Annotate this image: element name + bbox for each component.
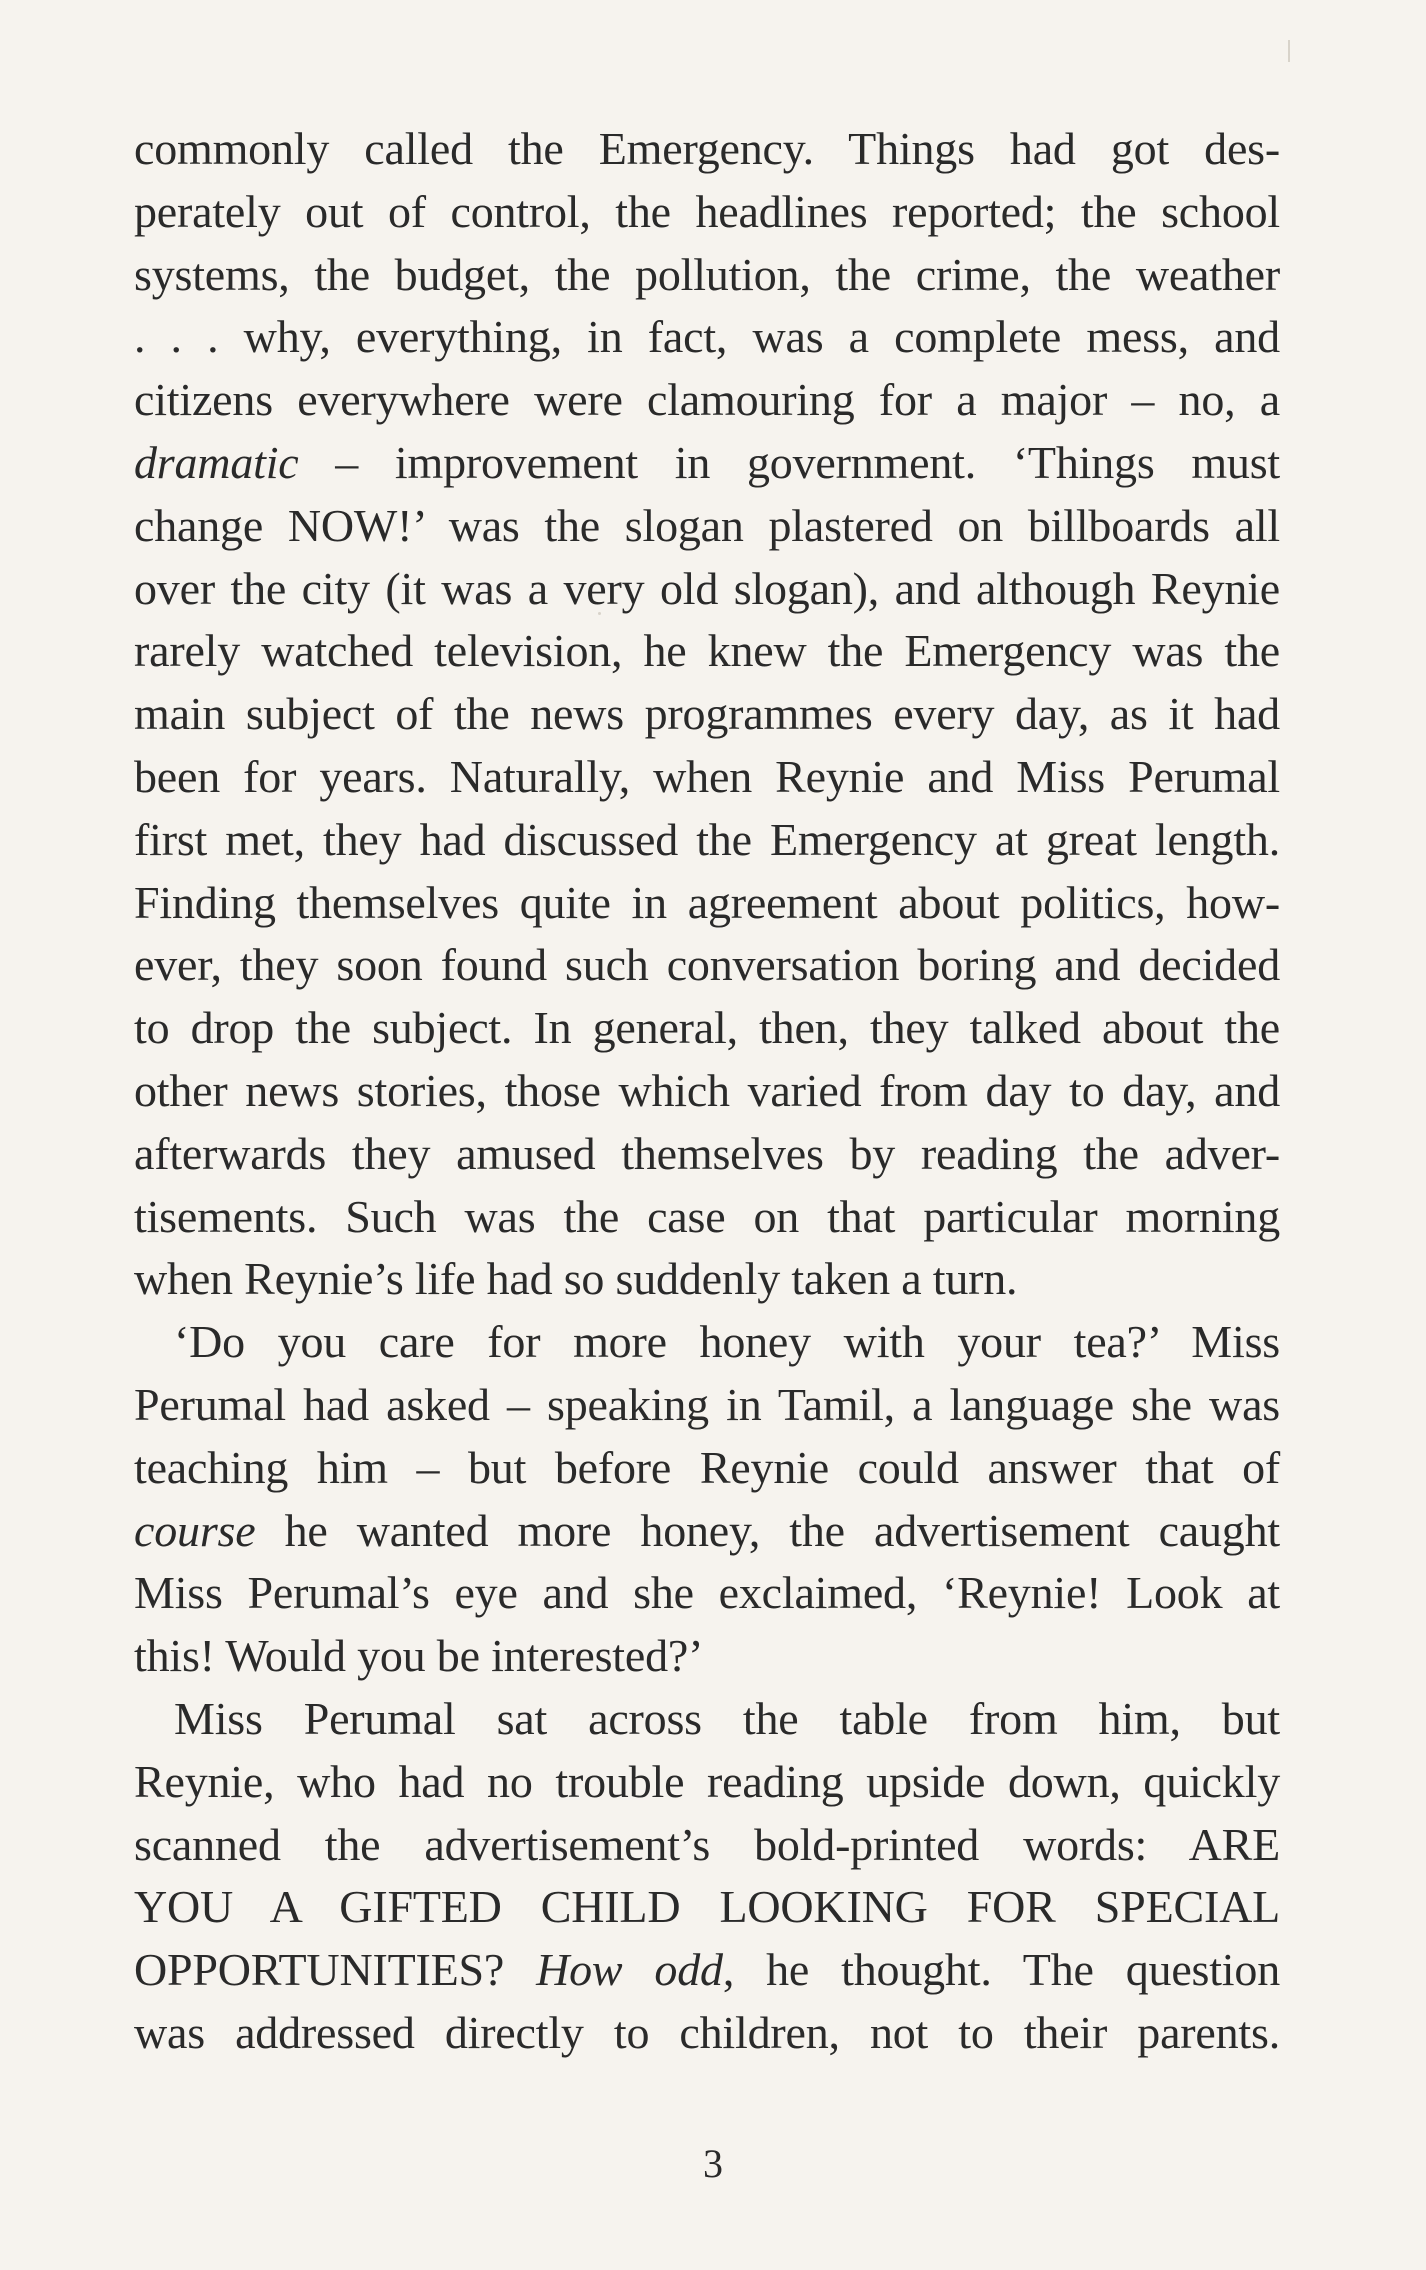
text-segment: he wanted more honey, the advertisement caught	[255, 1504, 1280, 1556]
text-line	[134, 872, 1280, 935]
text-segment: , he thought. The question	[722, 1944, 1280, 1996]
text-segment: other news stories, those which varied from day to day, and	[134, 1064, 1280, 1116]
text-line	[134, 997, 1280, 1060]
text-segment: scanned the advertisement’s bold-printed words: ARE	[134, 1818, 1280, 1870]
text-line	[134, 558, 1280, 621]
page-number: 3	[703, 2141, 723, 2186]
text-line	[134, 1186, 1280, 1249]
text-segment: . . . why, everything, in fact, was a complete mess, and	[134, 311, 1280, 363]
text-segment: commonly called the Emergency. Things had got des-	[134, 123, 1280, 174]
text-line	[134, 118, 1280, 181]
text-line	[134, 1876, 1280, 1939]
text-line	[134, 620, 1280, 683]
text-segment: when Reynie’s life had so suddenly taken a turn.	[134, 1253, 1018, 1305]
text-line	[134, 746, 1280, 809]
text-segment: first met, they had discussed the Emergency at great length.	[134, 813, 1280, 865]
text-segment: this! Would you be interested?’	[134, 1630, 704, 1682]
text-segment: was addressed directly to children, not to their parents.	[134, 2006, 1280, 2058]
text-line	[134, 1500, 1280, 1563]
text-line	[134, 432, 1280, 495]
text-line	[134, 244, 1280, 307]
text-segment: been for years. Naturally, when Reynie and Miss Perumal	[134, 750, 1280, 802]
paper-speck	[1288, 40, 1290, 62]
text-segment: citizens everywhere were clamouring for a major – no, a	[134, 374, 1280, 426]
text-line	[134, 934, 1280, 997]
italic-text: course	[134, 1504, 256, 1556]
body-text	[134, 118, 1280, 2065]
text-line	[134, 1751, 1280, 1814]
text-line	[134, 1311, 1280, 1374]
italic-text: How odd	[536, 1944, 723, 1996]
text-line	[134, 495, 1280, 558]
text-segment: afterwards they amused themselves by reading the adver-	[134, 1127, 1280, 1179]
text-segment: change NOW!’ was the slogan plastered on billboards all	[134, 499, 1280, 551]
text-segment: Miss Perumal sat across the table from him, but	[174, 1692, 1280, 1744]
text-segment: over the city (it was a very old slogan), and although Reynie	[134, 562, 1280, 614]
text-line	[134, 181, 1280, 244]
text-line	[134, 2002, 1280, 2065]
text-line	[134, 1814, 1280, 1877]
text-segment: Finding themselves quite in agreement about politics, how-	[134, 876, 1280, 928]
text-line	[134, 1248, 1280, 1311]
text-segment: systems, the budget, the pollution, the crime, the weather	[134, 248, 1280, 300]
text-line	[134, 1625, 1280, 1688]
text-segment: ‘Do you care for more honey with your tea?’ Miss	[174, 1316, 1280, 1368]
italic-text: dramatic	[134, 436, 299, 488]
text-line	[134, 1688, 1280, 1751]
text-segment: perately out of control, the headlines reported; the school	[134, 185, 1280, 237]
text-line	[134, 306, 1280, 369]
text-segment: Perumal had asked – speaking in Tamil, a language she was	[134, 1378, 1280, 1430]
text-line	[134, 1374, 1280, 1437]
text-segment: Miss Perumal’s eye and she exclaimed, ‘Reynie! Look at	[134, 1567, 1280, 1619]
text-line	[134, 369, 1280, 432]
text-segment: teaching him – but before Reynie could answer that of	[134, 1441, 1280, 1493]
text-segment: to drop the subject. In general, then, they talked about the	[134, 1002, 1280, 1054]
text-line	[134, 1060, 1280, 1123]
text-line	[134, 809, 1280, 872]
text-line	[134, 1939, 1280, 2002]
text-segment: – improvement in government. ‘Things must	[298, 436, 1280, 488]
text-segment: OPPORTUNITIES?	[134, 1944, 537, 1996]
text-line	[134, 1123, 1280, 1186]
text-segment: rarely watched television, he knew the Emergency was the	[134, 625, 1280, 677]
text-line	[134, 1562, 1280, 1625]
text-segment: tisements. Such was the case on that particular morning	[134, 1190, 1280, 1242]
text-segment: ever, they soon found such conversation boring and decided	[134, 939, 1280, 991]
text-segment: main subject of the news programmes every day, as it had	[134, 688, 1280, 740]
text-segment: Reynie, who had no trouble reading upside down, quickly	[134, 1755, 1280, 1807]
text-line	[134, 1437, 1280, 1500]
text-segment: YOU A GIFTED CHILD LOOKING FOR SPECIAL	[134, 1881, 1280, 1933]
text-line	[134, 683, 1280, 746]
